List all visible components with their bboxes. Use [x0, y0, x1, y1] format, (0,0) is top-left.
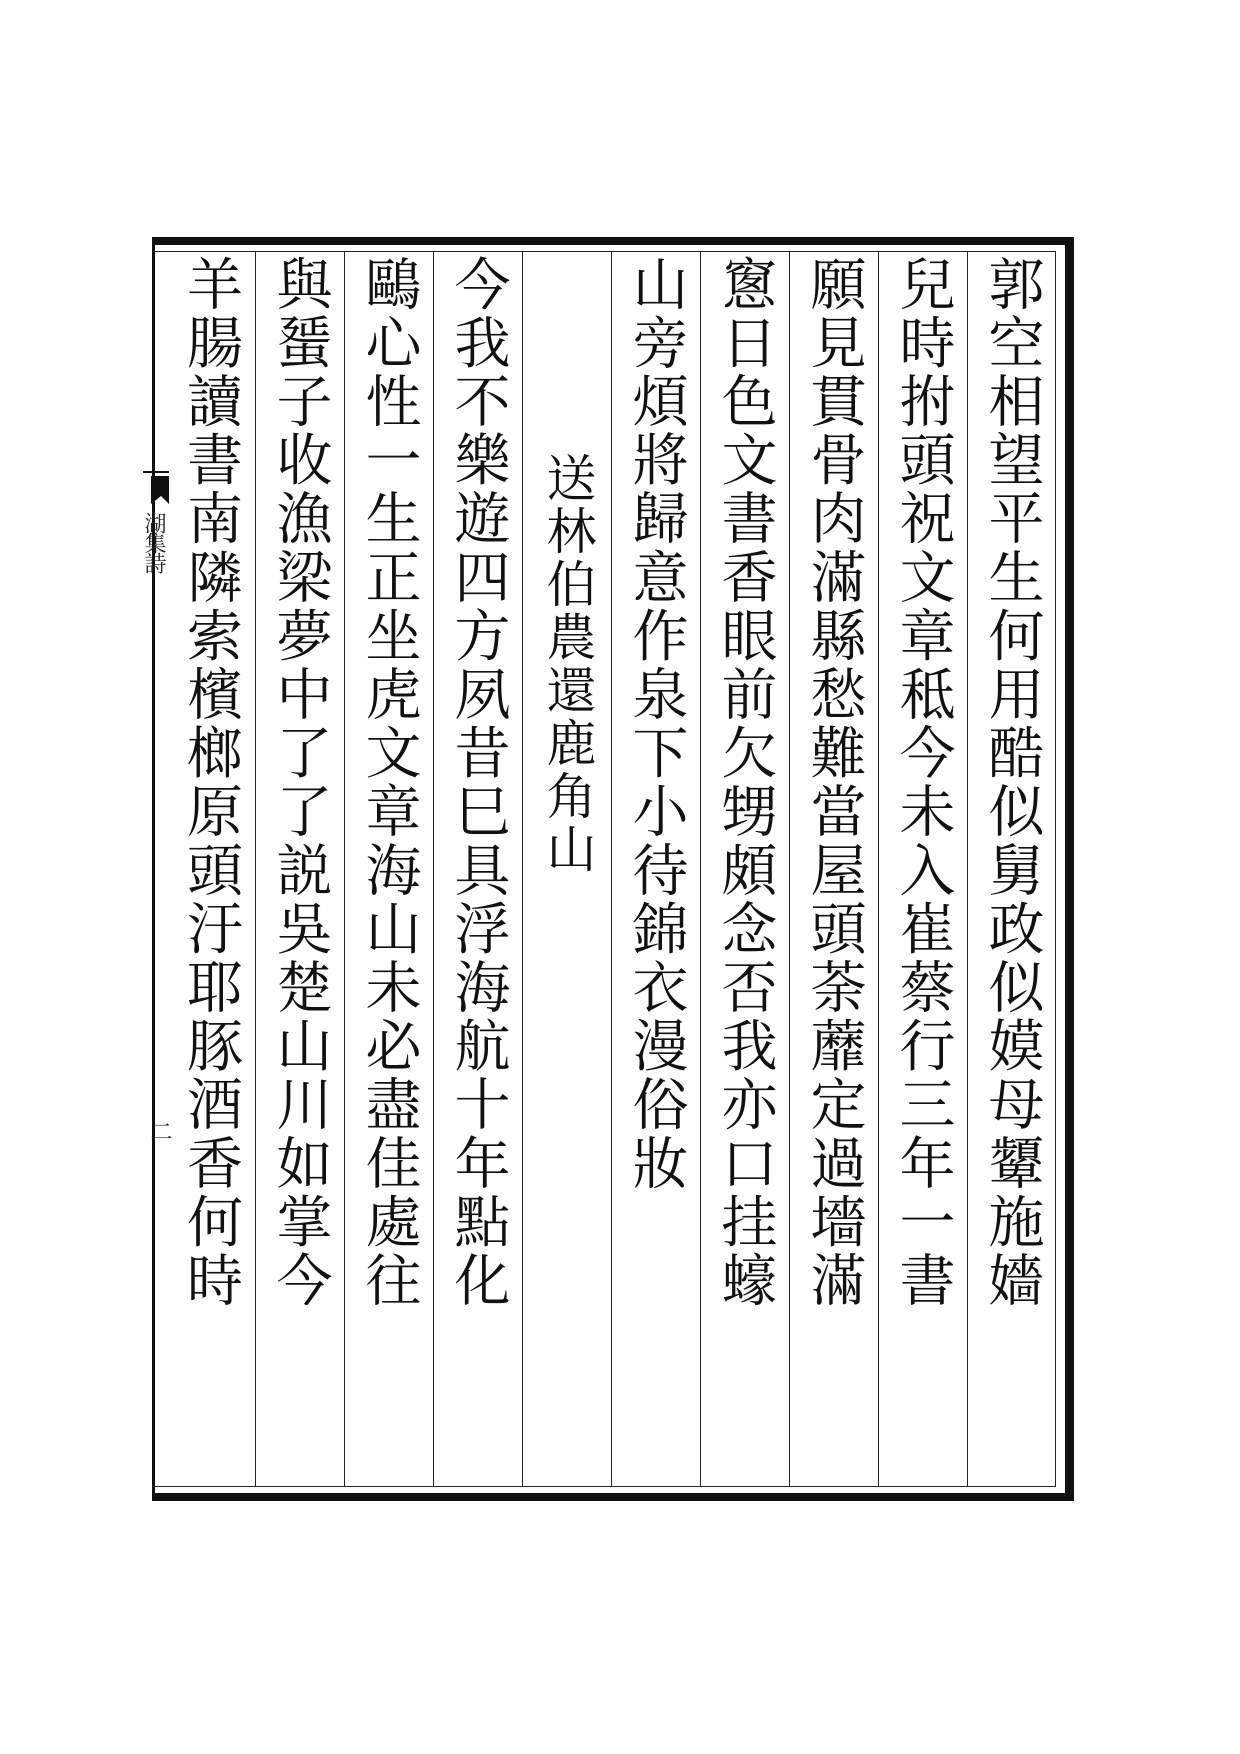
text-column [344, 251, 433, 1487]
text-column [967, 251, 1056, 1487]
text-column [789, 251, 878, 1487]
column-text: 山旁煩將歸意作泉下小待錦衣漫俗妝 [623, 255, 689, 1193]
column-text: 羊腸讀書南隣索檳榔原頭汙耶豚酒香何時 [178, 255, 243, 1310]
text-columns [166, 251, 1056, 1487]
text-column [166, 251, 255, 1487]
text-column [433, 251, 522, 1487]
poem-title: 送林伯農還鹿角山 [538, 452, 597, 876]
column-text: 郭空相望平生何用酷似舅政似嫫母顰施嬙 [979, 255, 1045, 1310]
text-column [878, 251, 967, 1487]
margin-book-title: 湖集詩 [141, 512, 166, 572]
column-text: 鷗心性一生正坐虎文章海山未必盡佳處往 [356, 255, 422, 1310]
column-text: 今我不樂遊四方夙昔巳具浮海航十年點化 [445, 255, 511, 1310]
text-column [611, 251, 700, 1487]
margin-page-number: 二 [147, 1120, 172, 1142]
text-column [700, 251, 789, 1487]
poem-title-column [522, 251, 611, 1487]
column-text: 窻日色文書香眼前欠甥頗念否我亦口挂蠔 [712, 255, 778, 1310]
column-text: 願見貫骨肉滿縣愁難當屋頭荼蘼定過墻滿 [801, 255, 867, 1310]
column-text: 兒時拊頭祝文章秪今未入崔蔡行三年一書 [890, 255, 956, 1310]
column-text: 與蜑子收漁梁夢中了了説吳楚山川如掌今 [267, 255, 333, 1310]
text-column [255, 251, 344, 1487]
